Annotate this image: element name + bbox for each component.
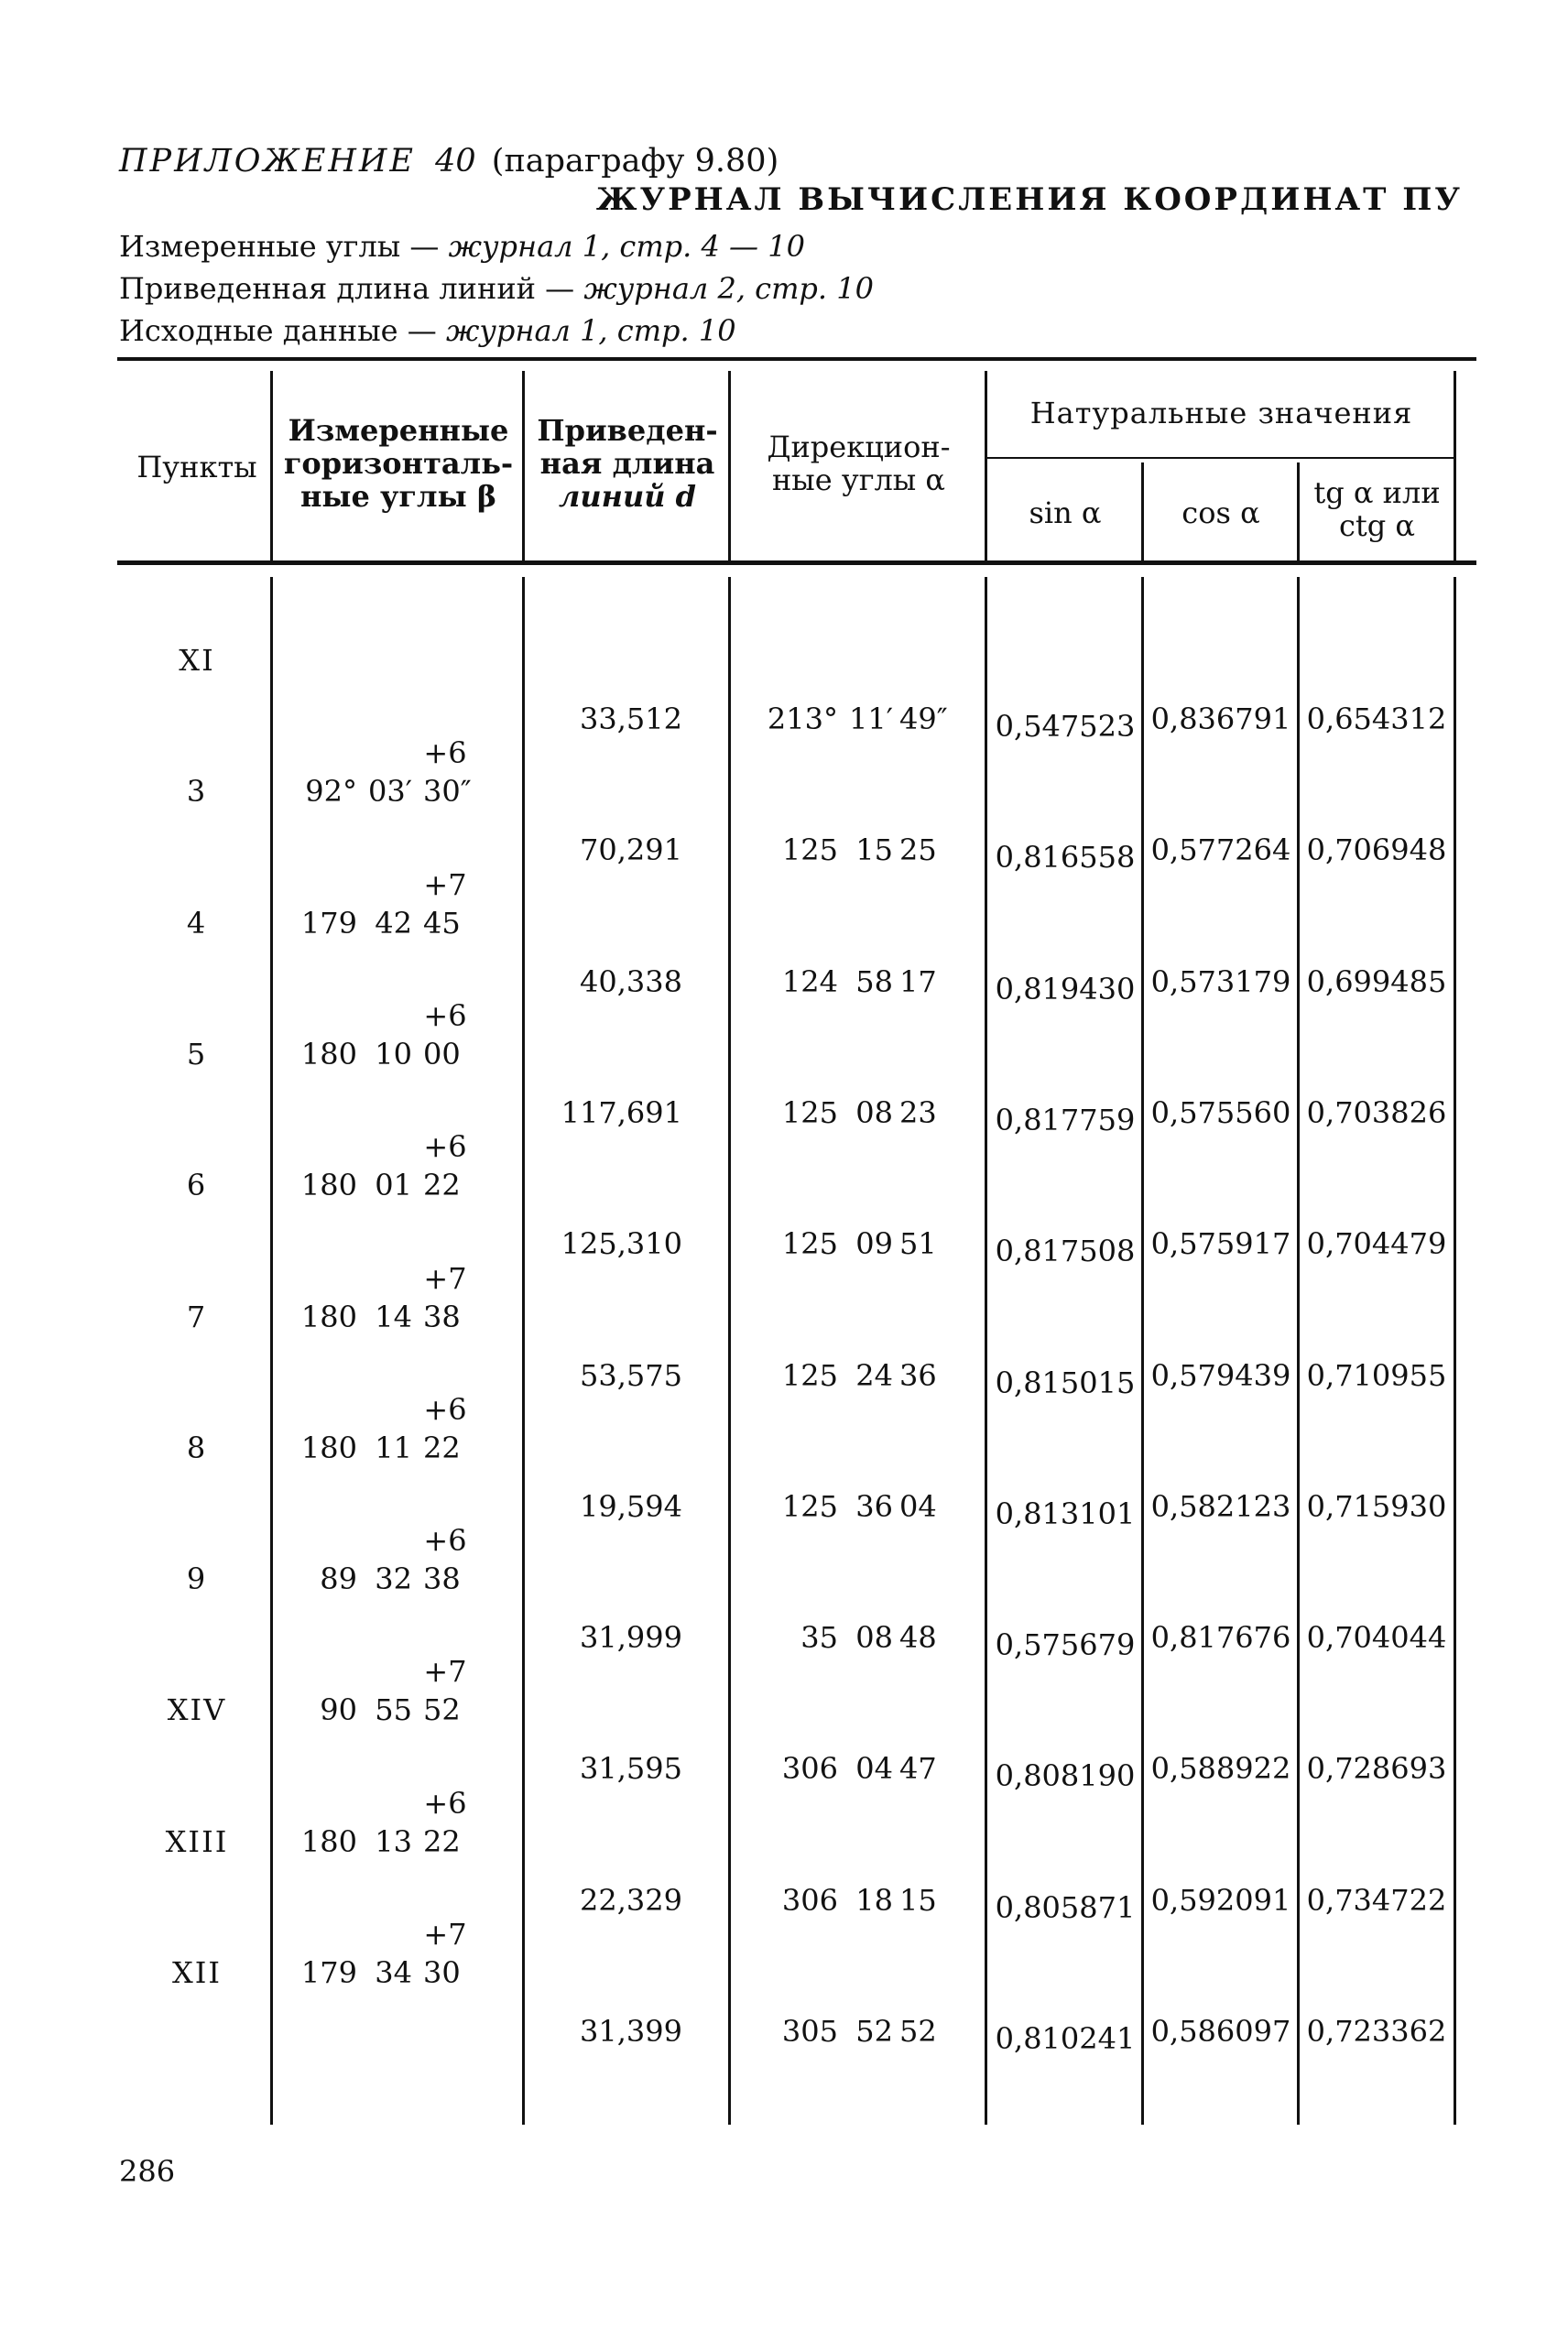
angle-correction: +6: [423, 1392, 467, 1427]
dir-seconds: 25: [899, 832, 937, 867]
dir-degrees: 306: [781, 1751, 838, 1786]
dir-seconds: 17: [899, 964, 937, 999]
angle-correction: +7: [423, 1917, 467, 1952]
line-length: 40,338: [580, 964, 682, 999]
source-line-1: Измеренные углы — журнал 1, стр. 4 — 10: [119, 229, 805, 264]
point-name: 7: [186, 1300, 208, 1334]
angle-degrees: 180: [300, 1824, 357, 1859]
dir-minutes: 11′: [849, 702, 893, 736]
dir-seconds: 48: [899, 1620, 937, 1655]
dir-minutes: 08: [855, 1620, 893, 1655]
angle-correction: +6: [423, 998, 467, 1033]
point-name: 6: [186, 1168, 208, 1202]
appendix-label: ПРИЛОЖЕНИЕ: [119, 143, 416, 179]
col-divider: [1297, 462, 1300, 560]
angle-minutes: 13: [375, 1824, 412, 1859]
dir-seconds: 15: [899, 1883, 937, 1918]
cos-value: 0,586097: [1150, 2014, 1291, 2049]
tg-value: 0,704044: [1306, 1620, 1447, 1655]
tg-value: 0,704479: [1306, 1226, 1447, 1261]
col-header-tg: tg α или ctg α: [1313, 475, 1441, 543]
col-header-angles: Измеренные горизонталь- ные углы β: [283, 413, 514, 514]
table-top-rule: [117, 357, 1476, 361]
col-divider: [1141, 462, 1144, 560]
angle-degrees: 180: [300, 1168, 357, 1202]
dir-seconds: 04: [899, 1489, 937, 1524]
point-name: XI: [179, 643, 215, 678]
dir-minutes: 18: [855, 1883, 893, 1918]
dir-seconds: 36: [899, 1358, 937, 1393]
line-length: 31,595: [580, 1751, 682, 1786]
col-divider: [522, 577, 525, 2125]
line-length: 31,999: [580, 1620, 682, 1655]
sin-value: 0,575679: [995, 1627, 1136, 1662]
col-divider: [1141, 577, 1144, 2125]
dir-degrees: 125: [781, 832, 838, 867]
tg-value: 0,706948: [1306, 832, 1447, 867]
angle-minutes: 03′: [368, 774, 412, 809]
dir-minutes: 15: [855, 832, 893, 867]
col-divider: [270, 371, 273, 560]
angle-seconds: 52: [423, 1692, 461, 1727]
line-length: 53,575: [580, 1358, 682, 1393]
cos-value: 0,575560: [1150, 1095, 1291, 1130]
sin-value: 0,816558: [995, 840, 1136, 875]
dir-degrees: 125: [781, 1358, 838, 1393]
dir-degrees: 213°: [767, 702, 838, 736]
sin-value: 0,813101: [995, 1496, 1136, 1531]
sin-value: 0,817508: [995, 1234, 1136, 1268]
dir-degrees: 124: [781, 964, 838, 999]
cos-value: 0,573179: [1150, 964, 1291, 999]
appendix-heading: [119, 143, 779, 179]
sin-value: 0,805871: [995, 1890, 1136, 1925]
cos-value: 0,575917: [1150, 1226, 1291, 1261]
cos-value: 0,836791: [1150, 702, 1291, 736]
dir-degrees: 305: [781, 2014, 838, 2049]
angle-correction: +7: [423, 1261, 467, 1296]
dir-degrees: 125: [781, 1489, 838, 1524]
point-name: 5: [186, 1037, 208, 1072]
point-name: XII: [171, 1955, 223, 1990]
angle-degrees: 92°: [305, 774, 357, 809]
source-line-3: Исходные данные — журнал 1, стр. 10: [119, 313, 736, 348]
angle-minutes: 01: [375, 1168, 412, 1202]
angle-degrees: 179: [300, 906, 357, 941]
sin-value: 0,808190: [995, 1758, 1136, 1793]
angle-degrees: 90: [320, 1692, 357, 1727]
angle-minutes: 10: [375, 1037, 412, 1072]
dir-seconds: 52: [899, 2014, 937, 2049]
dir-degrees: 125: [781, 1226, 838, 1261]
line-length: 22,329: [580, 1883, 682, 1918]
point-name: XIV: [167, 1692, 227, 1727]
line-length: 70,291: [580, 832, 682, 867]
cos-value: 0,592091: [1150, 1883, 1291, 1918]
cos-value: 0,817676: [1150, 1620, 1291, 1655]
col-divider: [522, 371, 525, 560]
col-divider: [985, 371, 987, 560]
line-length: 125,310: [561, 1226, 682, 1261]
line-length: 33,512: [580, 702, 682, 736]
sin-value: 0,817759: [995, 1103, 1136, 1137]
dir-minutes: 04: [855, 1751, 893, 1786]
sin-value: 0,819430: [995, 972, 1136, 1006]
angle-seconds: 22: [423, 1168, 461, 1202]
page-title: ЖУРНАЛ ВЫЧИСЛЕНИЯ КООРДИНАТ ПУ: [595, 181, 1463, 218]
dir-minutes: 58: [855, 964, 893, 999]
dir-seconds: 47: [899, 1751, 937, 1786]
angle-minutes: 14: [375, 1300, 412, 1334]
point-name: 8: [186, 1431, 208, 1465]
angle-degrees: 180: [300, 1037, 357, 1072]
line-length: 19,594: [580, 1489, 682, 1524]
col-divider: [270, 577, 273, 2125]
tg-value: 0,710955: [1306, 1358, 1447, 1393]
angle-minutes: 55: [375, 1692, 412, 1727]
natural-header-rule: [985, 457, 1456, 459]
paragraph-ref: (параграфу 9.80): [491, 143, 779, 179]
angle-correction: +6: [423, 1129, 467, 1164]
col-header-points: Пункты: [136, 450, 257, 484]
tg-value: 0,728693: [1306, 1751, 1447, 1786]
dir-minutes: 36: [855, 1489, 893, 1524]
point-name: 9: [186, 1561, 208, 1596]
dir-minutes: 24: [855, 1358, 893, 1393]
col-divider: [728, 371, 731, 560]
angle-degrees: 180: [300, 1300, 357, 1334]
angle-correction: +6: [423, 1786, 467, 1821]
dir-seconds: 49″: [899, 702, 948, 736]
col-divider: [985, 577, 987, 2125]
angle-seconds: 22: [423, 1431, 461, 1465]
angle-seconds: 30: [423, 1955, 461, 1990]
cos-value: 0,582123: [1150, 1489, 1291, 1524]
col-divider: [1454, 577, 1456, 2125]
angle-degrees: 180: [300, 1431, 357, 1465]
angle-correction: +6: [423, 1523, 467, 1558]
tg-value: 0,715930: [1306, 1489, 1447, 1524]
cos-value: 0,577264: [1150, 832, 1291, 867]
dir-minutes: 09: [855, 1226, 893, 1261]
tg-value: 0,654312: [1306, 702, 1447, 736]
angle-minutes: 34: [375, 1955, 412, 1990]
page-number: 286: [119, 2154, 176, 2189]
col-header-length: Приведен- ная длина линий d: [537, 413, 718, 514]
angle-seconds: 38: [423, 1561, 461, 1596]
appendix-number: 40: [435, 143, 476, 179]
point-name: 4: [186, 906, 208, 941]
dir-seconds: 23: [899, 1095, 937, 1130]
angle-degrees: 179: [300, 1955, 357, 1990]
col-header-sin: sin α: [1029, 495, 1102, 530]
angle-correction: +7: [423, 1654, 467, 1689]
angle-correction: +6: [423, 735, 467, 770]
point-name: XIII: [165, 1824, 229, 1859]
tg-value: 0,723362: [1306, 2014, 1447, 2049]
line-length: 117,691: [561, 1095, 682, 1130]
dir-degrees: 35: [800, 1620, 838, 1655]
source-line-2: Приведенная длина линий — журнал 2, стр. 10: [119, 271, 874, 306]
dir-seconds: 51: [899, 1226, 937, 1261]
cos-value: 0,579439: [1150, 1358, 1291, 1393]
sin-value: 0,810241: [995, 2021, 1136, 2056]
line-length: 31,399: [580, 2014, 682, 2049]
col-header-natural: Натуральные значения: [1029, 396, 1413, 430]
tg-value: 0,734722: [1306, 1883, 1447, 1918]
col-divider: [1297, 577, 1300, 2125]
angle-minutes: 42: [375, 906, 412, 941]
angle-correction: +7: [423, 867, 467, 902]
angle-degrees: 89: [320, 1561, 357, 1596]
point-name: 3: [186, 774, 208, 809]
angle-minutes: 32: [375, 1561, 412, 1596]
table-header-rule: [117, 560, 1476, 565]
angle-minutes: 11: [375, 1431, 412, 1465]
angle-seconds: 30″: [423, 774, 472, 809]
angle-seconds: 00: [423, 1037, 461, 1072]
tg-value: 0,703826: [1306, 1095, 1447, 1130]
tg-value: 0,699485: [1306, 964, 1447, 999]
col-divider: [728, 577, 731, 2125]
dir-degrees: 125: [781, 1095, 838, 1130]
sin-value: 0,547523: [995, 709, 1136, 744]
angle-seconds: 22: [423, 1824, 461, 1859]
col-divider: [1454, 371, 1456, 560]
cos-value: 0,588922: [1150, 1751, 1291, 1786]
dir-minutes: 08: [855, 1095, 893, 1130]
dir-degrees: 306: [781, 1883, 838, 1918]
col-header-directional: Дирекцион- ные углы α: [767, 430, 951, 497]
col-header-cos: cos α: [1181, 495, 1260, 530]
angle-seconds: 45: [423, 906, 461, 941]
sin-value: 0,815015: [995, 1365, 1136, 1400]
angle-seconds: 38: [423, 1300, 461, 1334]
dir-minutes: 52: [855, 2014, 893, 2049]
